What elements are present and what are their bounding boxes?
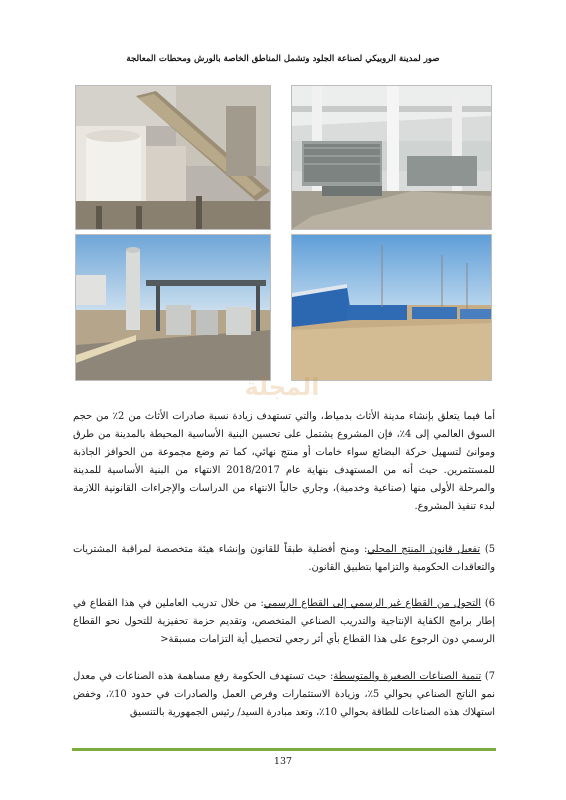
item-body: : ومنح أفضلية طبقاً للقانون وإنشاء هيئة متخصصة لمراقبة المشتريات والتعاقدات الحكومية والتزامها بتطبيق القانون. — [73, 544, 495, 574]
factory-buildings-photo — [292, 235, 491, 380]
item-number: 5) — [484, 544, 495, 555]
page-number: 137 — [273, 756, 293, 767]
list-item-6 — [73, 595, 495, 649]
processing-machinery-photo — [76, 86, 270, 229]
workshop-hall-photo — [292, 86, 491, 229]
item-body: : من خلال تدريب العاملين في هذا القطاع في إطار برامج الكفاية الإنتاجية والتدريب الصناعي المتخصص، وتقديم حزمة تحفيزية للتحول نحو القطاع الرسمي دون الرجوع على هذا القطاع بأي أثر رجعي لتحصيل أية التزامات مسبقة< — [73, 598, 495, 646]
item-number: 7) — [484, 671, 495, 682]
item-body: : حيث تستهدف الحكومة رفع مساهمة هذه الصناعات في معدل نمو الناتج الصناعي بحوالي 5٪، وزيادة الاستثمارات وفرص العمل والصادرات في حدود 10٪، وخفض استهلاك هذه الصناعات للطاقة بحوالي 10٪، وتعد مبادرة السيد/ رئيس الجمهورية بالتنسيق — [73, 671, 495, 719]
watermark-text: المجلة — [244, 373, 320, 401]
footer-divider — [72, 748, 496, 751]
intro-paragraph: أما فيما يتعلق بإنشاء مدينة الأثاث بدمياط، والتي تستهدف زيادة نسبة صادرات الأثاث من 2٪ من حجم السوق العالمي إلى 4٪، فإن المشروع يشتمل على تحسين البنية الأساسية المحيطة بالمدينة من طرق وموانئ لتسهيل حركة البضائع سواء خامات أو منتج نهائي، كما تم وضع مجموعة من الحوافز الجاذبة للمستثمرين. حيث أنه من المستهدف بنهاية عام 2018/2017 الانتهاء من البنية الأساسية للمدينة والمرحلة الأولى منها (صناعية وخدمية)، وجاري حالياً الانتهاء من الدراسات والإجراءات القانونية اللازمة لبدء تنفيذ المشروع. — [73, 411, 496, 513]
list-item-7 — [73, 668, 495, 722]
watermark-logo — [195, 373, 370, 401]
item-number: 6) — [484, 598, 495, 609]
item-heading: التحول من القطاع غير الرسمي إلى القطاع الرسمي — [263, 598, 481, 609]
item-heading: تفعيل قانون المنتج المحلي — [367, 544, 481, 555]
figure-caption: صور لمدينة الروبيكي لصناعة الجلود وتشمل المناطق الخاصة بالورش ومحطات المعالجة — [126, 54, 440, 64]
treatment-station-photo — [76, 235, 270, 380]
item-heading: تنمية الصناعات الصغيرة والمتوسطة — [333, 671, 482, 682]
list-item-5 — [73, 541, 495, 577]
